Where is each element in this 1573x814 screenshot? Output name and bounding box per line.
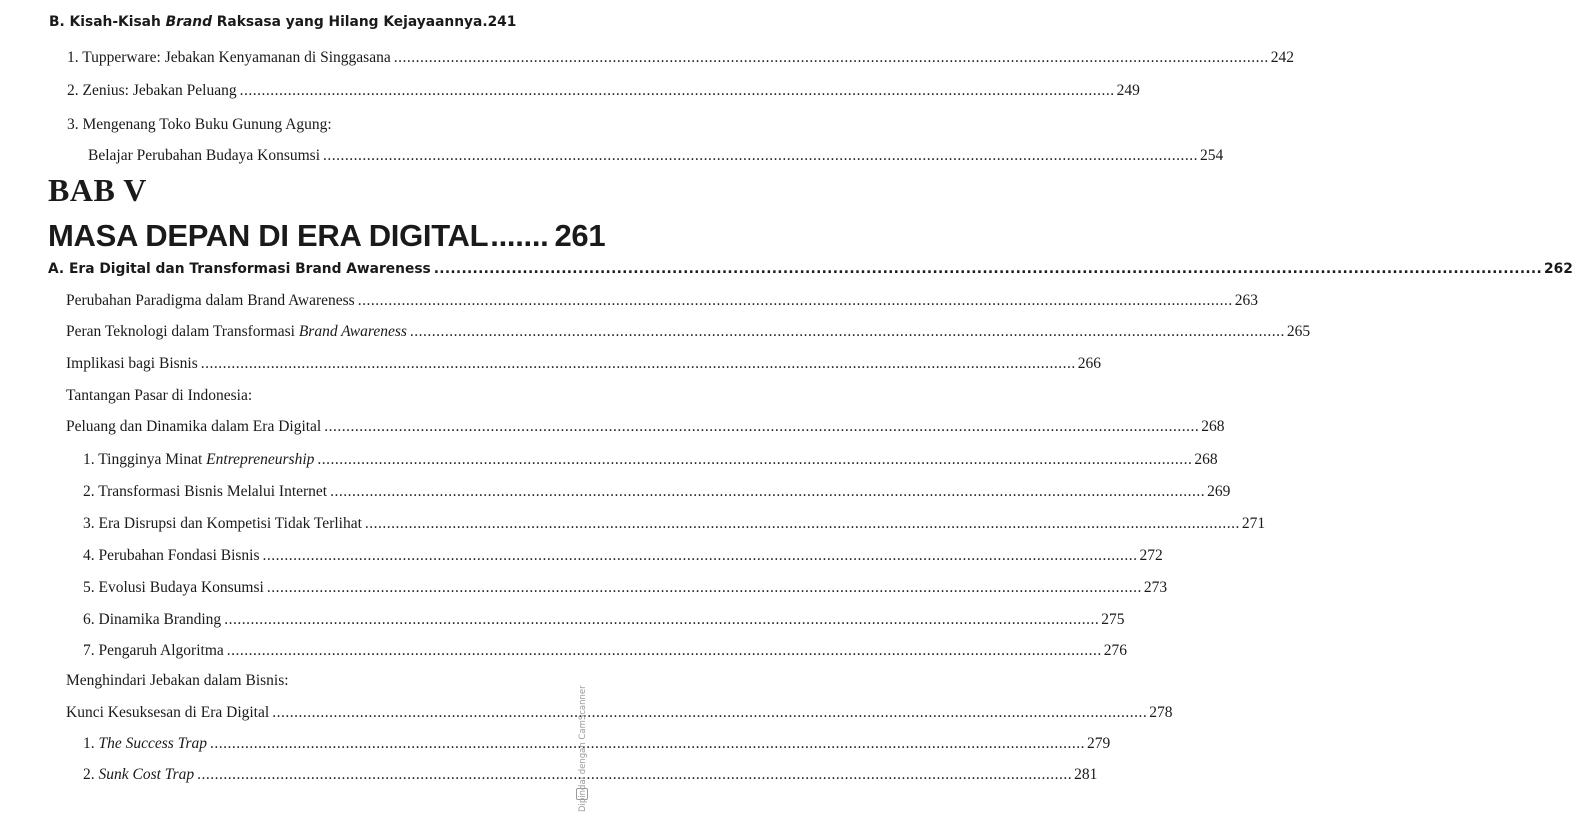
scanner-watermark: Dipindai dengan CamScanner xyxy=(578,685,588,812)
toc-page-number: 275 xyxy=(1101,611,1125,628)
leader-dots xyxy=(330,483,1205,501)
toc-entry-sunk-cost-trap: 2. Sunk Cost Trap ..... 281 xyxy=(83,766,516,784)
toc-entry-pengaruh-algoritma: 7. Pengaruh Algoritma ..... 276 xyxy=(83,642,517,660)
toc-section-b xyxy=(49,14,553,30)
leader-dots xyxy=(323,147,1198,165)
toc-entry-tantangan-line1: Tantangan Pasar di Indonesia: xyxy=(66,387,253,404)
toc-entry-evolusi-budaya: 5. Evolusi Budaya Konsumsi ..... 273 xyxy=(83,579,517,597)
toc-entry-jebakan-line1: Menghindari Jebakan dalam Bisnis: xyxy=(66,672,289,689)
toc-page-number: 266 xyxy=(1077,355,1101,372)
camscanner-logo-icon xyxy=(576,788,588,800)
leader-dots xyxy=(394,49,1269,67)
leader-dots xyxy=(227,642,1102,660)
leader-dots xyxy=(224,611,1099,629)
toc-entry-success-trap: 1. The Success Trap ..... 279 xyxy=(83,735,516,753)
toc-page-number: 261 xyxy=(554,218,606,253)
toc-entry-peran-teknologi: Peran Teknologi dalam Transformasi Brand Awareness ..... 265 xyxy=(66,323,552,341)
toc-page-number: 268 xyxy=(1201,418,1225,435)
toc-entry-jebakan-line2: Kunci Kesuksesan di Era Digital ..... 278 xyxy=(66,704,516,722)
leader-dots xyxy=(272,704,1147,722)
leader-dots xyxy=(201,355,1076,373)
toc-page-number: 263 xyxy=(1234,292,1258,309)
leader-dots xyxy=(324,418,1199,436)
leader-dots xyxy=(434,261,1542,277)
toc-page-number: 272 xyxy=(1139,547,1163,564)
leader-dots xyxy=(240,82,1115,100)
toc-entry-perubahan-paradigma: Perubahan Paradigma dalam Brand Awareness ..... 263 xyxy=(66,292,552,310)
toc-label: B. Kisah-Kisah Brand Raksasa yang Hilang Kejayaannya xyxy=(49,14,483,30)
chapter-title: MASA DEPAN DI ERA DIGITAL ....... 261 xyxy=(48,218,606,253)
toc-page-number: 242 xyxy=(1270,49,1294,66)
toc-entry-dinamika-branding: 6. Dinamika Branding ..... 275 xyxy=(83,611,517,629)
toc-entry-era-disrupsi: 3. Era Disrupsi dan Kompetisi Tidak Terlihat ..... 271 xyxy=(83,515,517,533)
toc-entry-entrepreneurship: 1. Tingginya Minat Entrepreneurship ..... 268 xyxy=(83,451,517,469)
toc-page-number: 276 xyxy=(1103,642,1128,659)
toc-page-number: 254 xyxy=(1200,147,1224,164)
leader-dots xyxy=(267,579,1142,597)
toc-page-number: .241 xyxy=(482,14,517,30)
toc-entry-tupperware: 1. Tupperware: Jebakan Kenyamanan di Singgasana ..... 242 xyxy=(67,49,554,67)
leader-dots xyxy=(358,292,1233,310)
leader-dots: ....... xyxy=(490,218,549,253)
toc-section-a: A. Era Digital dan Transformasi Brand Awareness ..... 262 xyxy=(48,261,552,277)
leader-dots xyxy=(263,547,1138,565)
toc-entry-zenius: 2. Zenius: Jebakan Peluang ..... 249 xyxy=(67,82,554,100)
toc-page-number: 271 xyxy=(1241,515,1266,532)
toc-page-number: 269 xyxy=(1207,483,1231,500)
leader-dots xyxy=(317,451,1192,469)
toc-page-number: 279 xyxy=(1087,735,1111,752)
toc-page-number: 262 xyxy=(1544,261,1573,277)
toc-entry-gunung-agung-line1: 3. Mengenang Toko Buku Gunung Agung: xyxy=(67,116,332,133)
toc-entry-implikasi: Implikasi bagi Bisnis ..... 266 xyxy=(66,355,552,373)
toc-page-number: 278 xyxy=(1149,704,1173,721)
toc-page-number: 249 xyxy=(1116,82,1140,99)
toc-entry-perubahan-fondasi: 4. Perubahan Fondasi Bisnis ..... 272 xyxy=(83,547,517,565)
toc-page-number: 281 xyxy=(1074,766,1098,783)
leader-dots xyxy=(197,766,1072,784)
leader-dots xyxy=(365,515,1240,533)
toc-page-number: 273 xyxy=(1143,579,1168,596)
chapter-number: BAB V xyxy=(48,172,147,208)
toc-page-number: 265 xyxy=(1286,323,1311,340)
leader-dots xyxy=(210,735,1085,753)
toc-entry-gunung-agung-line2: Belajar Perubahan Budaya Konsumsi ..... 254 xyxy=(88,147,554,165)
toc-entry-tantangan-line2: Peluang dan Dinamika dalam Era Digital ..... 268 xyxy=(66,418,517,436)
leader-dots xyxy=(410,323,1285,341)
toc-page-number: 268 xyxy=(1194,451,1218,468)
toc-entry-transformasi-bisnis: 2. Transformasi Bisnis Melalui Internet ..... 269 xyxy=(83,483,517,501)
